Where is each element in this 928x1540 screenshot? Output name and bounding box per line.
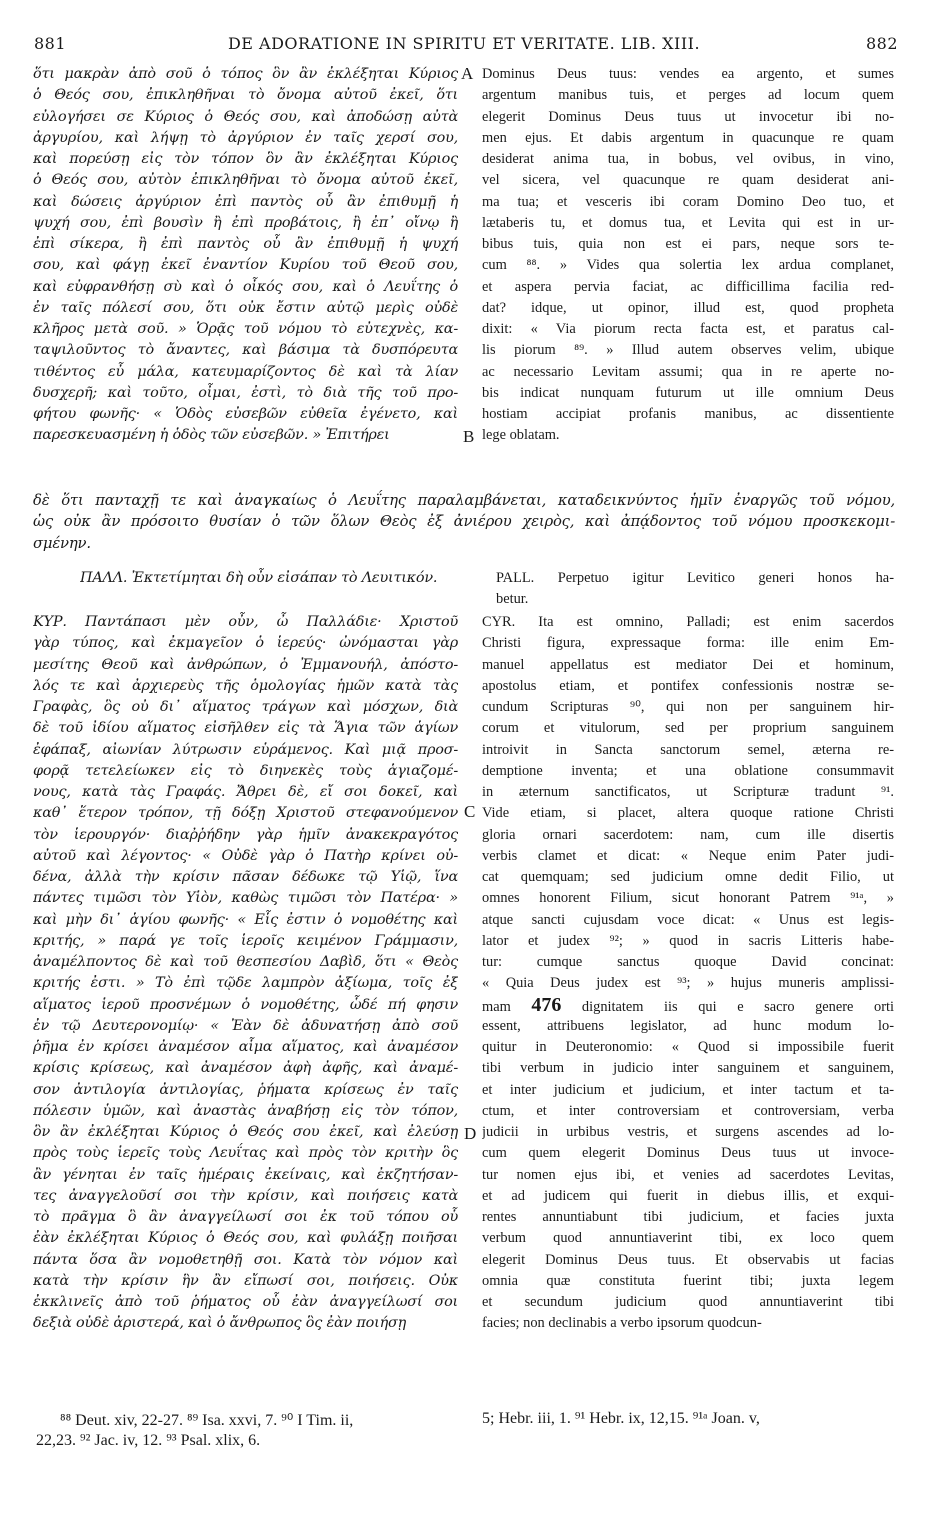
latin-pall-lines (496, 568, 894, 611)
greek-main-line: δεξιὰ οὐδὲ ἀριστερά, καὶ ὁ ἄνθρωπος ὃς ἐὰν ποιήσῃ (33, 1315, 407, 1332)
greek-column-main (33, 612, 458, 1335)
greek-main-line: τὸν ἱερουργόν· διαῤῥήδην γὰρ ἡμῖν ἀνακεκραγότος (33, 826, 458, 843)
running-title: DE ADORATIONE IN SPIRITU ET VERITATE. LIB. XIII. (227, 34, 701, 53)
latin-main-line: Christi figura, expressaque forma: ille enim Em- (482, 635, 894, 652)
latin-main-line: lator et judex ⁹²; » quod in sacris Litteris habe- (482, 932, 894, 949)
greek-main-line: δένα, ἀλλὰ τὴν κρίσιν πᾶσαν δέδωκε τῷ Υἱῷ, ἵνα (33, 869, 458, 885)
latin-top-line: elegerit Dominus Deus tuus ut invocetur ibi no- (482, 108, 894, 125)
latin-main-line: Vide etiam, si placet, altera quoque ratione Christi (482, 805, 894, 822)
greek-main-line: ἐὰν ἐκλέξηται Κύριος ὁ Θεός σου, καὶ φυλάξῃ ποιῆσαι (33, 1230, 458, 1247)
footnotes-right: 5; Hebr. iii, 1. ⁹¹ Hebr. ix, 12,15. ⁹¹ᵃ Joan. v, (482, 1410, 760, 1427)
latin-main-line: essent, attribuens legislator, ad hunc modum lo- (482, 1017, 894, 1034)
margin-letter-a: A (461, 64, 474, 83)
latin-column-top (482, 64, 894, 447)
greek-top-line: φήτου φωνῆς· « Ὁδὸς εὐσεβῶν εὐθεῖα ἐγένετο, καὶ (33, 406, 458, 422)
latin-main-line: judicii in urbibus vestris, et surgens ascendes ad lo- (482, 1124, 894, 1140)
latin-top-line: ac necessario Levitam assumi; qua in re aperte no- (482, 363, 894, 380)
greek-main-line: κριτής ἐστι. » Τὸ ἐπὶ τῷδε λαμπρὸν ἀξίωμα, τοῖς ἐξ (33, 975, 458, 992)
greek-main-line: φορᾷ τετελείωκεν εἰς τὸ διηνεκὲς τοὺς ἁγιαζομέ- (33, 762, 458, 779)
greek-top-line: καὶ εὐφρανθήσῃ σὺ καὶ ὁ οἶκός σου, καὶ ὁ Λευΐτης ὁ (33, 278, 458, 295)
greek-main-line: πόλεσιν ὑμῶν, καὶ ἀναστὰς ἀναβήσῃ εἰς τὸν τόπον, (33, 1102, 458, 1119)
greek-main-line: λός τε καὶ ἀρχιερεὺς τῆς ὁμολογίας ἡμῶν κατὰ τὰς (33, 677, 458, 694)
latin-main-line: demptione inventa; et una oblatione consummavit (482, 762, 894, 779)
greek-full-line: σμένην. (33, 534, 91, 552)
latin-top-line: lege oblatam. (482, 427, 560, 444)
latin-main-line: elegerit Dominus Deus tuus. Et observabis ut facias (482, 1251, 894, 1268)
latin-main-line: tur: cumque sanctus quoque David concinat: (482, 954, 894, 970)
latin-main-line: atque sancti cujusdam voce dicat: « Unus est legis- (482, 911, 894, 928)
greek-main-line: πάντες τιμῶσι τὸν Υἱὸν, καθὼς τιμῶσι τὸν Πατέρα· » (33, 890, 458, 907)
page-number-right: 882 (865, 34, 898, 53)
latin-main-line: cundum Scripturas ⁹⁰, qui non per sanguinem hir- (482, 699, 894, 715)
latin-main-line: rentes annuntiabunt tibi judicium, et facies juxta (482, 1209, 894, 1225)
footnotes-left-line-1: ⁸⁸ Deut. xiv, 22-27. ⁸⁹ Isa. xxvi, 7. ⁹⁰ I Tim. ii, (60, 1412, 354, 1429)
margin-letter-c: C (464, 802, 476, 821)
latin-main-line: tur nomen ejus ibi, et venies ad sacerdotes Levitas, (482, 1166, 894, 1183)
latin-main-line: facies; non declinabis a verbo ipsorum quodcun- (482, 1315, 762, 1332)
greek-top-line: ὁ Θεός σου, αὐτὸν ἐπικληθῆναι τὸ ὄνομα αὐτοῦ ἐκεῖ, (33, 172, 458, 189)
latin-main-line: introivit in Sancta sanctorum semel, æterna re- (482, 741, 894, 758)
latin-top-line: bibus tuis, quia non est ei pars, neque sors te- (482, 236, 894, 252)
latin-top-line: dat? idque, ut opinor, illud est, quod propheta (482, 299, 894, 316)
latin-top-line: ma tua; et vesceris ibi coram Domino Deo tuo, et (482, 193, 894, 210)
latin-top-line: bis indicat nunquam futurum ut ille omnium Deus (482, 384, 894, 401)
greek-main-line: μεσίτης Θεοῦ καὶ ἀνθρώπων, ὁ Ἐμμανουήλ, ἀπόστο- (33, 656, 458, 673)
greek-main-line: Γραφὰς, ὃς οὐ δι᾽ αἵματος τράγων καὶ μόσχων, διὰ (33, 699, 458, 715)
greek-top-line: ἐπὶ σίκερα, ἢ ἐπὶ παντὸς οὗ ἂν ἐπιθυμῇ ἡ ψυχή (33, 236, 458, 252)
latin-main-line: gloria ornari sacerdotem: nam, cum ille disertis (482, 826, 894, 843)
latin-column-main (482, 612, 894, 1335)
greek-main-line: ἐκκλινεῖς ἀπὸ τοῦ ῥήματος οὗ ἐὰν ἀναγγείλωσί σοι (33, 1294, 458, 1310)
greek-main-line: τες ἀναγγελοῦσί σοι τὴν κρίσιν, καὶ ποιήσεις κατὰ (33, 1187, 458, 1204)
greek-top-line: ὅτι μακρὰν ἀπὸ σοῦ ὁ τόπος ὃν ἂν ἐκλέξηται Κύριος (33, 66, 458, 82)
column-number-marker: 476 (531, 994, 562, 1016)
greek-main-line: καὶ μὴν δι᾽ ἁγίου φωνῆς· « Εἷς ἐστιν ὁ νομοθέτης καὶ (33, 911, 458, 928)
greek-top-line: κλῆρος μετὰ σοῦ. » Ὁρᾷς τοῦ νόμου τὸ εὐτεχνὲς, κα- (33, 321, 458, 337)
latin-main-line: cat quemquam; sed judicium omne dedit Filio, ut (482, 869, 894, 885)
latin-top-line: hostiam accipiat profanis manibus, ac dissentiente (482, 406, 894, 422)
greek-main-line: κριτής, » παρά γε τοῖς ἱεροῖς κειμένον Γράμμασιν, (33, 932, 458, 949)
latin-main-line: in æternum sanctificatos, ut Scripturæ tradunt ⁹¹. (482, 784, 894, 800)
greek-main-line: καθ᾽ ἕτερον τρόπον, τῇ δόξῃ Χριστοῦ στεφανούμενον (33, 805, 458, 822)
latin-main-line: et secundum judicium quod annuntiaverint tibi (482, 1294, 894, 1310)
latin-top-line: vel sicera, vel quacunque re quam desiderat ani- (482, 172, 894, 189)
latin-top-line: cum ⁸⁸. » Vides qua solertia lex ardua complanet, (482, 257, 894, 274)
greek-main-line: ἐφάπαξ, αἰωνίαν λύτρωσιν εὑράμενος. Καὶ μιᾷ προσ- (33, 741, 458, 758)
greek-top-line: ταψιλοῦντος τὸ ἄναντες, καὶ βάσιμα τὰ δυσπόρευτα (33, 342, 458, 359)
latin-main-line: CYR. Ita est omnino, Palladi; est enim sacerdos (482, 614, 894, 630)
latin-main-line: omnia quæ constituta fuerint tibi; juxta legem (482, 1272, 894, 1289)
latin-main-line: omnes honorent Filium, sicut honorant Patrem ⁹¹ᵃ, » (482, 890, 894, 907)
greek-top-line: δυσχερῆ; καὶ τοῦτο, οἶμαι, ἐστὶ, τὸ διὰ τῆς τοῦ προ- (33, 384, 458, 401)
latin-top-line: lætaberis tu, et domus tua, et Levita qui est in ur- (482, 214, 894, 231)
greek-full-line: ὡς οὐκ ἂν πρόσοιτο θυσίαν ὁ τῶν ὅλων Θεὸς ἐξ ἀνιέρου χειρὸς, καὶ ἀπᾴδοντος τοῦ νόμου προσκεκομι- (33, 513, 895, 531)
greek-top-line: καὶ πορεύσῃ εἰς τὸν τόπον ὃν ἂν ἐκλέξηται Κύριος (33, 151, 458, 167)
greek-pall-line: ΠΑΛΛ. Ἐκτετίμηται δὴ οὖν εἰσάπαν τὸ Λευιτικόν. (80, 570, 438, 586)
greek-main-line: κρίσις κρίσεως, καὶ ἀναμέσον ἀφὴ ἀφῆς, καὶ ἀναμέ- (33, 1060, 458, 1077)
greek-main-line: ἂν γένηται ἐν ταῖς ἡμέραις ἐκείναις, καὶ ἐκζητήσαν- (33, 1166, 458, 1183)
latin-top-line: desiderat anima tua, in bobus, vel ovibus, in vino, (482, 151, 894, 167)
greek-main-line: ἀναμέλποντος δὲ καὶ τοῦ θεσπεσίου Δαβὶδ, ὅτι « Θεὸς (33, 954, 458, 970)
latin-pall-line: PALL. Perpetuo igitur Levitico generi honos ha- (496, 570, 894, 586)
latin-main-line: tibi verbum in judicio inter sanguinem et sanguinem, (482, 1060, 894, 1077)
greek-full-width (33, 490, 895, 554)
greek-top-line: ψυχή σου, ἐπὶ βουσὶν ἢ ἐπὶ προβάτοις, ἢ ἐπ᾽ οἴνῳ ἢ (33, 214, 458, 231)
greek-full-line: δὲ ὅτι πανταχῇ τε καὶ ἀναγκαίως ὁ Λευΐτης παραλαμβάνεται, καταδεικνύντος ἡμῖν ἐναργῶς τοῦ νόμου, (33, 492, 895, 509)
latin-top-line: lis piorum ⁸⁹. » Illud autem observes velim, ubique (482, 342, 894, 359)
greek-main-line: ὃν ἂν ἐκλέξηται Κύριος ὁ Θεός σου ἐκεῖ, καὶ ἐλεύσῃ (33, 1124, 458, 1140)
latin-main-line: mam 476 dignitatem iis qui e sacro genere orti (482, 994, 894, 1016)
latin-main-line: verbum quod annuntiaverint tibi, ex loco quem (482, 1230, 894, 1247)
greek-column-top (33, 64, 458, 447)
latin-main-line: ctum, et inter controversiam et controversiam, verba (482, 1102, 894, 1119)
greek-top-line: ἐν ταῖς πόλεσί σου, ὅτι οὐκ ἔστιν αὐτῷ μερὶς οὐδὲ (33, 299, 458, 316)
page-number-left: 881 (34, 34, 67, 53)
latin-main-line: « Quia Deus judex est ⁹³; » hujus muneris amplissi- (482, 975, 894, 992)
latin-main-line: et inter judicium et judicium, et inter tactum et ta- (482, 1081, 894, 1098)
latin-main-line: apostolus etiam, et pontifex confessionis nostræ se- (482, 677, 894, 694)
footnotes-left-line-2: 22,23. ⁹² Jac. iv, 12. ⁹³ Psal. xlix, 6. (36, 1432, 261, 1449)
greek-main-line: αἵματος ἱεροῦ προσνέμων ὁ νομοθέτης, ὧδέ πή φησιν (33, 996, 458, 1013)
greek-main-line: πάντα ὅσα ἂν νομοθετηθῇ σοι. Κατὰ τὸν νόμον καὶ (33, 1251, 458, 1268)
latin-top-line: argentum manibus tuis, et perges ad locum quem (482, 87, 894, 104)
latin-top-line: men ejus. Et dabis argentum in quacunque re quam (482, 129, 894, 146)
latin-top-line: Dominus Deus tuus: vendes ea argento, et sumes (482, 66, 894, 82)
greek-top-line: καὶ δώσεις ἀργύριον ἐπὶ παντὸς οὗ ἂν ἐπιθυμῇ ἡ (33, 193, 458, 210)
latin-main-line: corum et vitulorum, sed per proprium sanguinem (482, 720, 894, 737)
greek-main-line: πρὸς τοὺς ἱερεῖς τοὺς Λευΐτας καὶ πρὸς τὸν κριτὴν ὃς (33, 1145, 458, 1162)
latin-main-line: quitur in Deuteronomio: « Quod si impossibile fuerit (482, 1039, 894, 1055)
latin-main-line: manuel appellatus est mediator Dei et hominum, (482, 656, 894, 673)
greek-main-line: ΚΥΡ. Παντάπασι μὲν οὖν, ὦ Παλλάδιε· Χριστοῦ (33, 614, 458, 630)
greek-main-line: νους, κατὰ τὰς Γραφάς. Ἄθρει δὲ, εἴ σοι δοκεῖ, καὶ (33, 784, 458, 800)
greek-main-line: κατὰ τὴν κρίσιν ἣν ἂν εἴπωσί σοι, ποιήσεις. Οὐκ (33, 1272, 458, 1289)
greek-top-line: ἀργυρίου, καὶ λήψῃ τὸ ἀργύριον ἐν ταῖς χερσί σου, (33, 129, 458, 146)
latin-top-line: dixit: « Via piorum recta facta est, et paratus cal- (482, 321, 894, 337)
greek-main-line: τὸ πρᾶγμα ὃ ἂν ἀναγγείλωσί σοι ἐκ τοῦ τόπου οὗ (33, 1209, 458, 1225)
greek-top-line: τιθέντος εὖ μάλα, κατευμαρίζοντος δὲ καὶ τὰ λίαν (33, 363, 458, 380)
running-header (0, 34, 928, 56)
greek-top-line: εὐλογήσει σε Κύριος ὁ Θεός σου, καὶ ἀποδώσῃ αὐτὰ (33, 108, 458, 125)
latin-main-line: cum quem elegerit Dominus Deus tuus ut invoce- (482, 1145, 894, 1162)
greek-top-line: σου, καὶ φάγῃ ἐκεῖ ἐναντίον Κυρίου τοῦ Θεοῦ σου, (33, 257, 458, 274)
greek-main-line: αὐτοῦ καὶ λέγοντος· « Οὐδὲ γὰρ ὁ Πατὴρ κρίνει οὐ- (33, 847, 458, 864)
latin-pall-line: betur. (496, 591, 529, 608)
latin-main-line: verbis clamet et dicat: « Neque enim Pater judi- (482, 847, 894, 864)
latin-top-line: et aspera pervia faciat, ac difficillima facilia red- (482, 278, 894, 295)
greek-main-line: δὲ τοῦ ἰδίου αἵματος εἰσῆλθεν εἰς τὰ Ἅγια τῶν ἁγίων (33, 720, 458, 737)
margin-letter-d: D (464, 1124, 477, 1143)
greek-top-line: παρεσκευασμένη ἡ ὁδὸς τῶν εὐσεβῶν. » Ἐπιτήρει (33, 427, 390, 444)
margin-letter-b: B (463, 427, 475, 446)
greek-main-line: σον ἀντιλογία ἀντιλογίας, ῥήματα κρίσεως ἐν ταῖς (33, 1081, 458, 1098)
latin-main-line: et ad judicem qui fuerit in diebus illis, et exqui- (482, 1187, 894, 1204)
greek-top-line: ὁ Θεός σου, ἐπικληθῆναι τὸ ὄνομα αὐτοῦ ἐκεῖ, ὅτι (33, 87, 458, 104)
greek-main-line: ῥῆμα ἐν κρίσει ἀναμέσον αἷμα αἵματος, καὶ ἀναμέσον (33, 1039, 458, 1055)
greek-main-line: ἐν τῷ Δευτερονομίῳ· « Ἐὰν δὲ ἀδυνατήσῃ ἀπὸ σοῦ (33, 1017, 458, 1034)
greek-main-line: γὰρ τύπος, καὶ ἐκμαγεῖον ὁ ἱερεύς· ὠνόμασται γὰρ (33, 635, 458, 652)
